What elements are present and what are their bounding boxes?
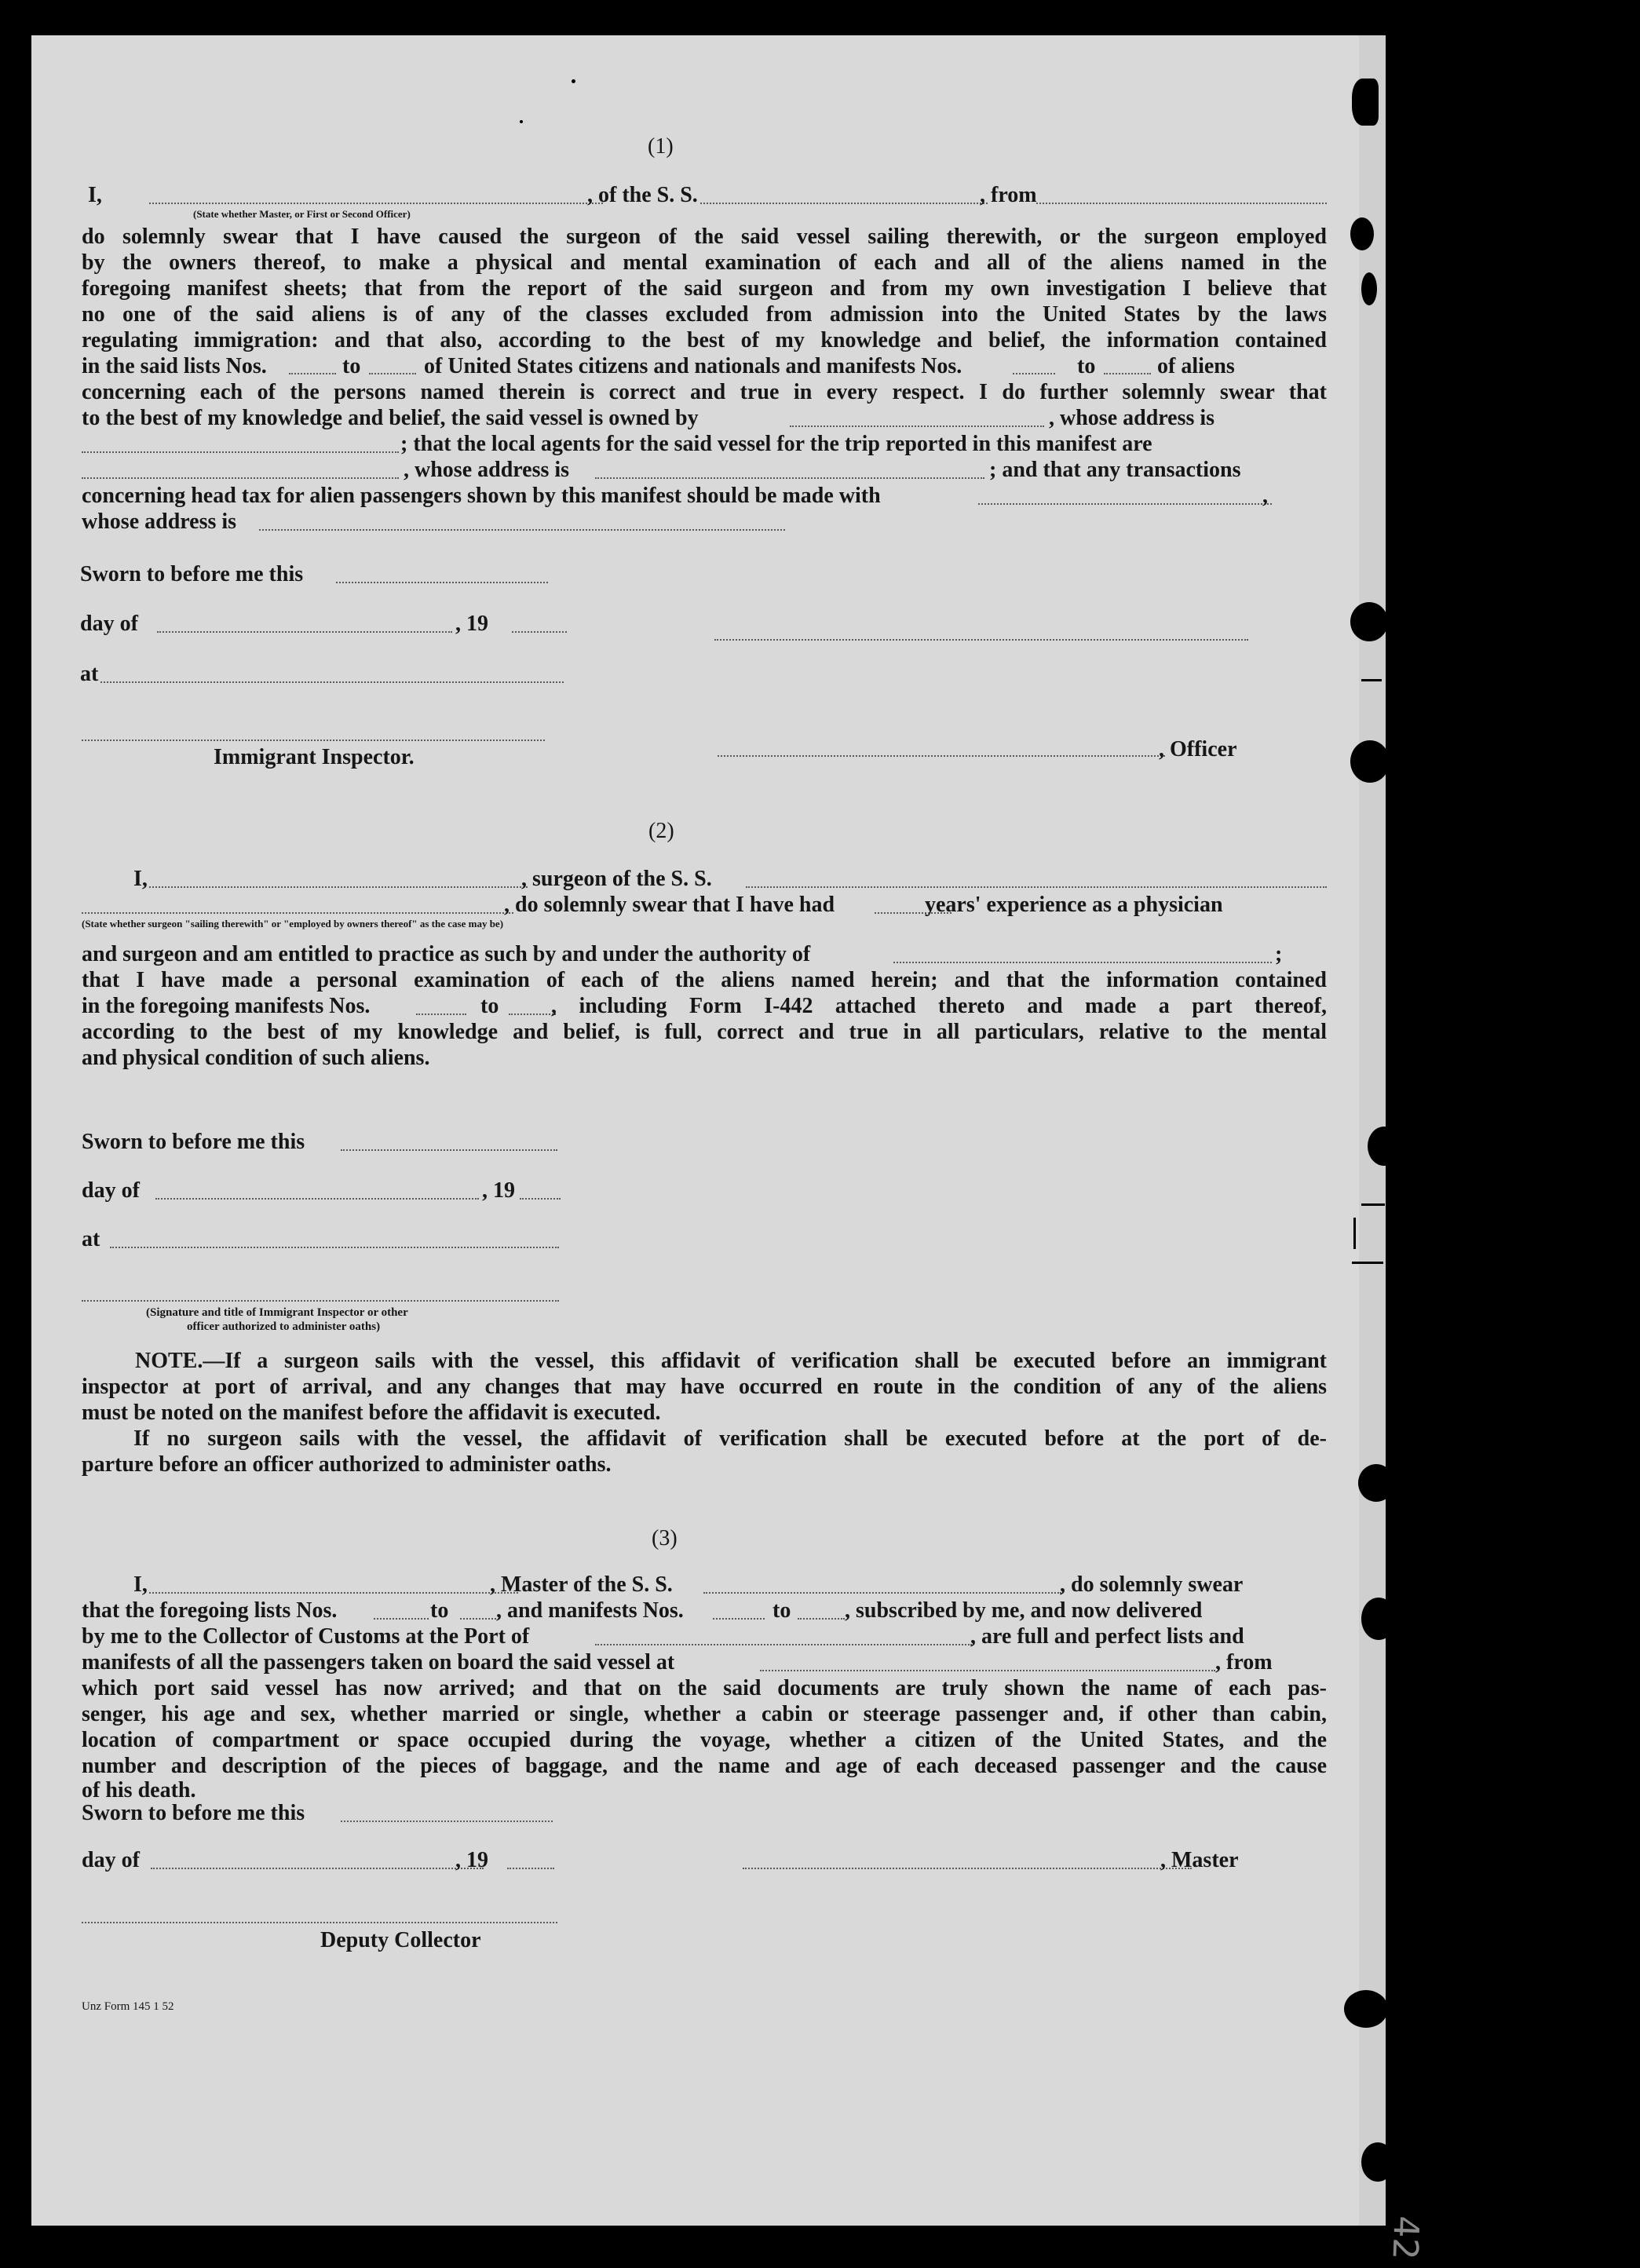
s3-body-line: which port said vessel has now arrived; and that on the said documents are truly shown the name of each pas- (82, 1676, 1327, 1700)
s1-manifests-from-blank (1013, 373, 1055, 374)
margin-mark (1353, 1218, 1356, 1249)
s3-sworn-blank (341, 1821, 553, 1822)
s2-sworn-blank (341, 1149, 557, 1151)
s3-manifests-text: , and manifests Nos. (496, 1598, 684, 1623)
s2-vessel-blank (746, 886, 1327, 888)
s1-year-label: , 19 (455, 612, 488, 636)
binder-hole (1352, 79, 1379, 126)
s1-day-blank (157, 631, 452, 633)
s1-lists-from-blank (289, 373, 336, 374)
s1-owner-blank (790, 425, 1044, 427)
s3-master-label: , Master of the S. S. (490, 1572, 673, 1597)
margin-mark (1361, 1203, 1385, 1206)
s3-body-line: number and description of the pieces of baggage, and the name and age of each deceased passenger and the cause (82, 1754, 1327, 1778)
s1-officer-signature-blank (714, 639, 1248, 641)
s3-lists-to-blank (460, 1618, 499, 1620)
binder-hole (1361, 1598, 1396, 1640)
s1-owned-text: to the best of my knowledge and belief, the said vessel is owned by (82, 406, 699, 430)
s1-lists-to-blank (369, 373, 416, 374)
s3-body-line: location of compartment or space occupied during the voyage, whether a citizen of the United States, and the (82, 1728, 1327, 1752)
s1-headtax-blank (978, 503, 1272, 505)
margin-mark (1361, 679, 1382, 681)
s1-whose-address-label: whose address is (82, 509, 237, 534)
s3-lists-from-blank (374, 1618, 429, 1620)
s2-at-label: at (82, 1227, 100, 1251)
s3-lists-to: to (430, 1598, 449, 1623)
s3-body-last-line: of his death. (82, 1778, 196, 1802)
s1-from-label: , from (980, 183, 1037, 207)
s1-owner-address-blank (82, 451, 399, 453)
s3-body-line: senger, his age and sex, whether married or single, whether a cabin or steerage passenger and, if other than cabin, (82, 1702, 1327, 1726)
s1-from-blank (1036, 203, 1327, 204)
margin-mark (1352, 1262, 1383, 1264)
s3-master-signature-blank (743, 1868, 1192, 1869)
binder-hole (1350, 602, 1388, 641)
s2-manifests-to-blank (509, 1013, 556, 1015)
section-2-number: (2) (648, 819, 674, 843)
s1-rank-blank (149, 203, 603, 204)
s1-body-line: foregoing manifest sheets; that from the report of the said surgeon and from my own investigation I believe that (82, 276, 1327, 301)
s2-day-of-label: day of (82, 1178, 140, 1203)
s2-note-line: NOTE.—If a surgeon sails with the vessel, this affidavit of verification shall be executed before an immigrant (135, 1349, 1327, 1373)
s1-sworn-blank (336, 582, 548, 583)
pencil-page-number: 42 (1384, 2215, 1426, 2261)
section-1-number: (1) (648, 134, 674, 159)
s1-agents-blank (82, 477, 399, 479)
s1-inspector-signature-blank (82, 740, 545, 741)
section-3-number: (3) (652, 1526, 678, 1550)
s2-signature-blank (82, 1300, 559, 1302)
s1-agents-address-label: , whose address is (404, 458, 570, 482)
s1-manifests-to-blank (1104, 373, 1151, 374)
s1-of-ss-label: , of the S. S. (587, 183, 698, 207)
s1-agents-address-blank (595, 477, 984, 479)
s1-transactions-text: ; and that any transactions (989, 458, 1241, 482)
s3-manifests-to-blank (798, 1618, 845, 1620)
s2-experience-text: years' experience as a physician (925, 893, 1223, 917)
s2-day-blank (155, 1198, 479, 1200)
s1-at-label: at (80, 662, 99, 686)
binder-hole (1361, 2142, 1394, 2182)
s3-year-blank (507, 1868, 554, 1869)
binder-hole (1368, 1127, 1401, 1166)
s2-at-blank (110, 1247, 559, 1248)
s2-note-line: must be noted on the manifest before the affidavit is executed. (82, 1401, 661, 1425)
s3-vessel-blank (703, 1592, 1061, 1594)
s1-year-blank (512, 631, 567, 633)
s2-signature-caption: officer authorized to administer oaths) (187, 1320, 381, 1333)
s3-swear-text: , do solemnly swear (1060, 1572, 1244, 1597)
s3-master-label: , Master (1160, 1848, 1239, 1872)
s2-manifests-text: in the foregoing manifests Nos. (82, 994, 371, 1018)
s3-manifests-from-blank (713, 1618, 765, 1620)
s1-i-label: I, (88, 183, 102, 207)
s3-sworn-label: Sworn to before me this (82, 1801, 305, 1825)
s1-manifests-to: to (1077, 354, 1096, 378)
s2-body-line: according to the best of my knowledge and belief, is full, correct and true in all particulars, relative to the mental (82, 1020, 1327, 1044)
s3-collector-text: by me to the Collector of Customs at the Port of (82, 1624, 530, 1649)
s1-body-line: concerning each of the persons named therein is correct and true in every respect. I do further solemnly swear that (82, 380, 1327, 404)
s1-body-line: regulating immigration: and that also, according to the best of my knowledge and belief, the information contained (82, 328, 1327, 352)
s3-departure-port-blank (760, 1670, 1215, 1671)
s3-year-label: , 19 (455, 1848, 488, 1872)
s3-from-label: , from (1215, 1650, 1273, 1675)
s2-authority-blank (893, 962, 1272, 963)
s2-manifests-to: to (480, 994, 499, 1018)
s1-agents-text: ; that the local agents for the said vessel for the trip reported in this manifest are (400, 432, 1152, 456)
binder-hole (1361, 272, 1377, 305)
s2-sworn-label: Sworn to before me this (82, 1130, 305, 1154)
s1-rank-caption: (State whether Master, or First or Second Officer) (193, 208, 411, 220)
s1-immigrant-inspector: Immigrant Inspector. (214, 745, 415, 769)
s1-body-line: no one of the said aliens is of any of the classes excluded from admission into the United States by the laws (82, 302, 1327, 327)
s1-officer-blank (718, 755, 1165, 757)
s1-body-line: by the owners thereof, to make a physical and mental examination of each and all of the aliens named in the (82, 250, 1327, 275)
s1-headtax-comma: , (1262, 484, 1268, 508)
s2-form-text: , including Form I-442 attached thereto and made a part thereof, (551, 994, 1327, 1018)
s2-status-caption: (State whether surgeon "sailing therewith" or "employed by owners thereof" as the case may be) (82, 918, 504, 929)
s3-port-blank (595, 1644, 972, 1645)
s1-of-aliens: of aliens (1157, 354, 1235, 378)
s1-body-line: do solemnly swear that I have caused the surgeon of the said vessel sailing therewith, or the surgeon employed (82, 225, 1327, 249)
s3-deputy-signature-blank (82, 1922, 557, 1923)
s3-day-blank (151, 1868, 484, 1869)
s2-manifests-from-blank (416, 1013, 466, 1015)
s3-subscribed-text: , subscribed by me, and now delivered (845, 1598, 1203, 1623)
s3-manifests-to: to (773, 1598, 791, 1623)
speck (520, 120, 523, 123)
s2-year-blank (520, 1198, 561, 1200)
s3-lists-text: that the foregoing lists Nos. (82, 1598, 338, 1623)
binder-hole (1344, 1990, 1388, 2028)
s2-practice-semicolon: ; (1275, 942, 1283, 966)
s2-status-blank (82, 912, 513, 914)
s2-note-line: inspector at port of arrival, and any changes that may have occurred en route in the condition of any of the aliens (82, 1375, 1327, 1399)
s2-note2-line: parture before an officer authorized to administer oaths. (82, 1452, 612, 1477)
binder-hole (1358, 1464, 1394, 1502)
s2-swear-text: , do solemnly swear that I have had (504, 893, 835, 917)
s1-lists-text: in the said lists Nos. (82, 354, 267, 378)
s2-signature-caption: (Signature and title of Immigrant Inspector or other (146, 1306, 408, 1319)
s2-year-label: , 19 (482, 1178, 515, 1203)
manifest-affidavit-page (31, 35, 1426, 2261)
s2-body-line: and physical condition of such aliens. (82, 1046, 430, 1070)
s2-body-line: that I have made a personal examination of each of the aliens named herein; and that the information contained (82, 968, 1327, 992)
s2-note2-line: If no surgeon sails with the vessel, the affidavit of verification shall be executed before at the port of de- (133, 1426, 1327, 1451)
s1-at-blank (100, 681, 564, 683)
s1-officer-label: , Officer (1159, 737, 1237, 761)
s2-practice-text: and surgeon and am entitled to practice as such by and under the authority of (82, 942, 811, 966)
binder-hole (1350, 217, 1374, 250)
s1-whose-address-blank (259, 529, 785, 531)
s2-name-blank (149, 886, 528, 888)
s1-sworn-label: Sworn to before me this (80, 562, 304, 586)
speck (572, 79, 575, 83)
s1-manifests-text: of United States citizens and nationals and manifests Nos. (424, 354, 962, 378)
s3-name-blank (149, 1592, 518, 1594)
s1-headtax-text: concerning head tax for alien passengers shown by this manifest should be made with (82, 484, 881, 508)
s2-i-label: I, (133, 867, 148, 891)
s1-owner-address-label: , whose address is (1049, 406, 1215, 430)
binder-hole (1350, 740, 1390, 783)
s1-day-of-label: day of (80, 612, 138, 636)
s2-surgeon-label: , surgeon of the S. S. (521, 867, 712, 891)
s3-i-label: I, (133, 1572, 148, 1597)
s3-lists-perfect-text: , are full and perfect lists and (970, 1624, 1244, 1649)
s3-day-of-label: day of (82, 1848, 140, 1872)
s3-deputy-collector: Deputy Collector (320, 1928, 481, 1952)
s1-vessel-blank (700, 203, 988, 204)
s3-manifests-board-text: manifests of all the passengers taken on board the said vessel at (82, 1650, 675, 1675)
s1-lists-to: to (342, 354, 361, 378)
form-number: Unz Form 145 1 52 (82, 2000, 174, 2013)
